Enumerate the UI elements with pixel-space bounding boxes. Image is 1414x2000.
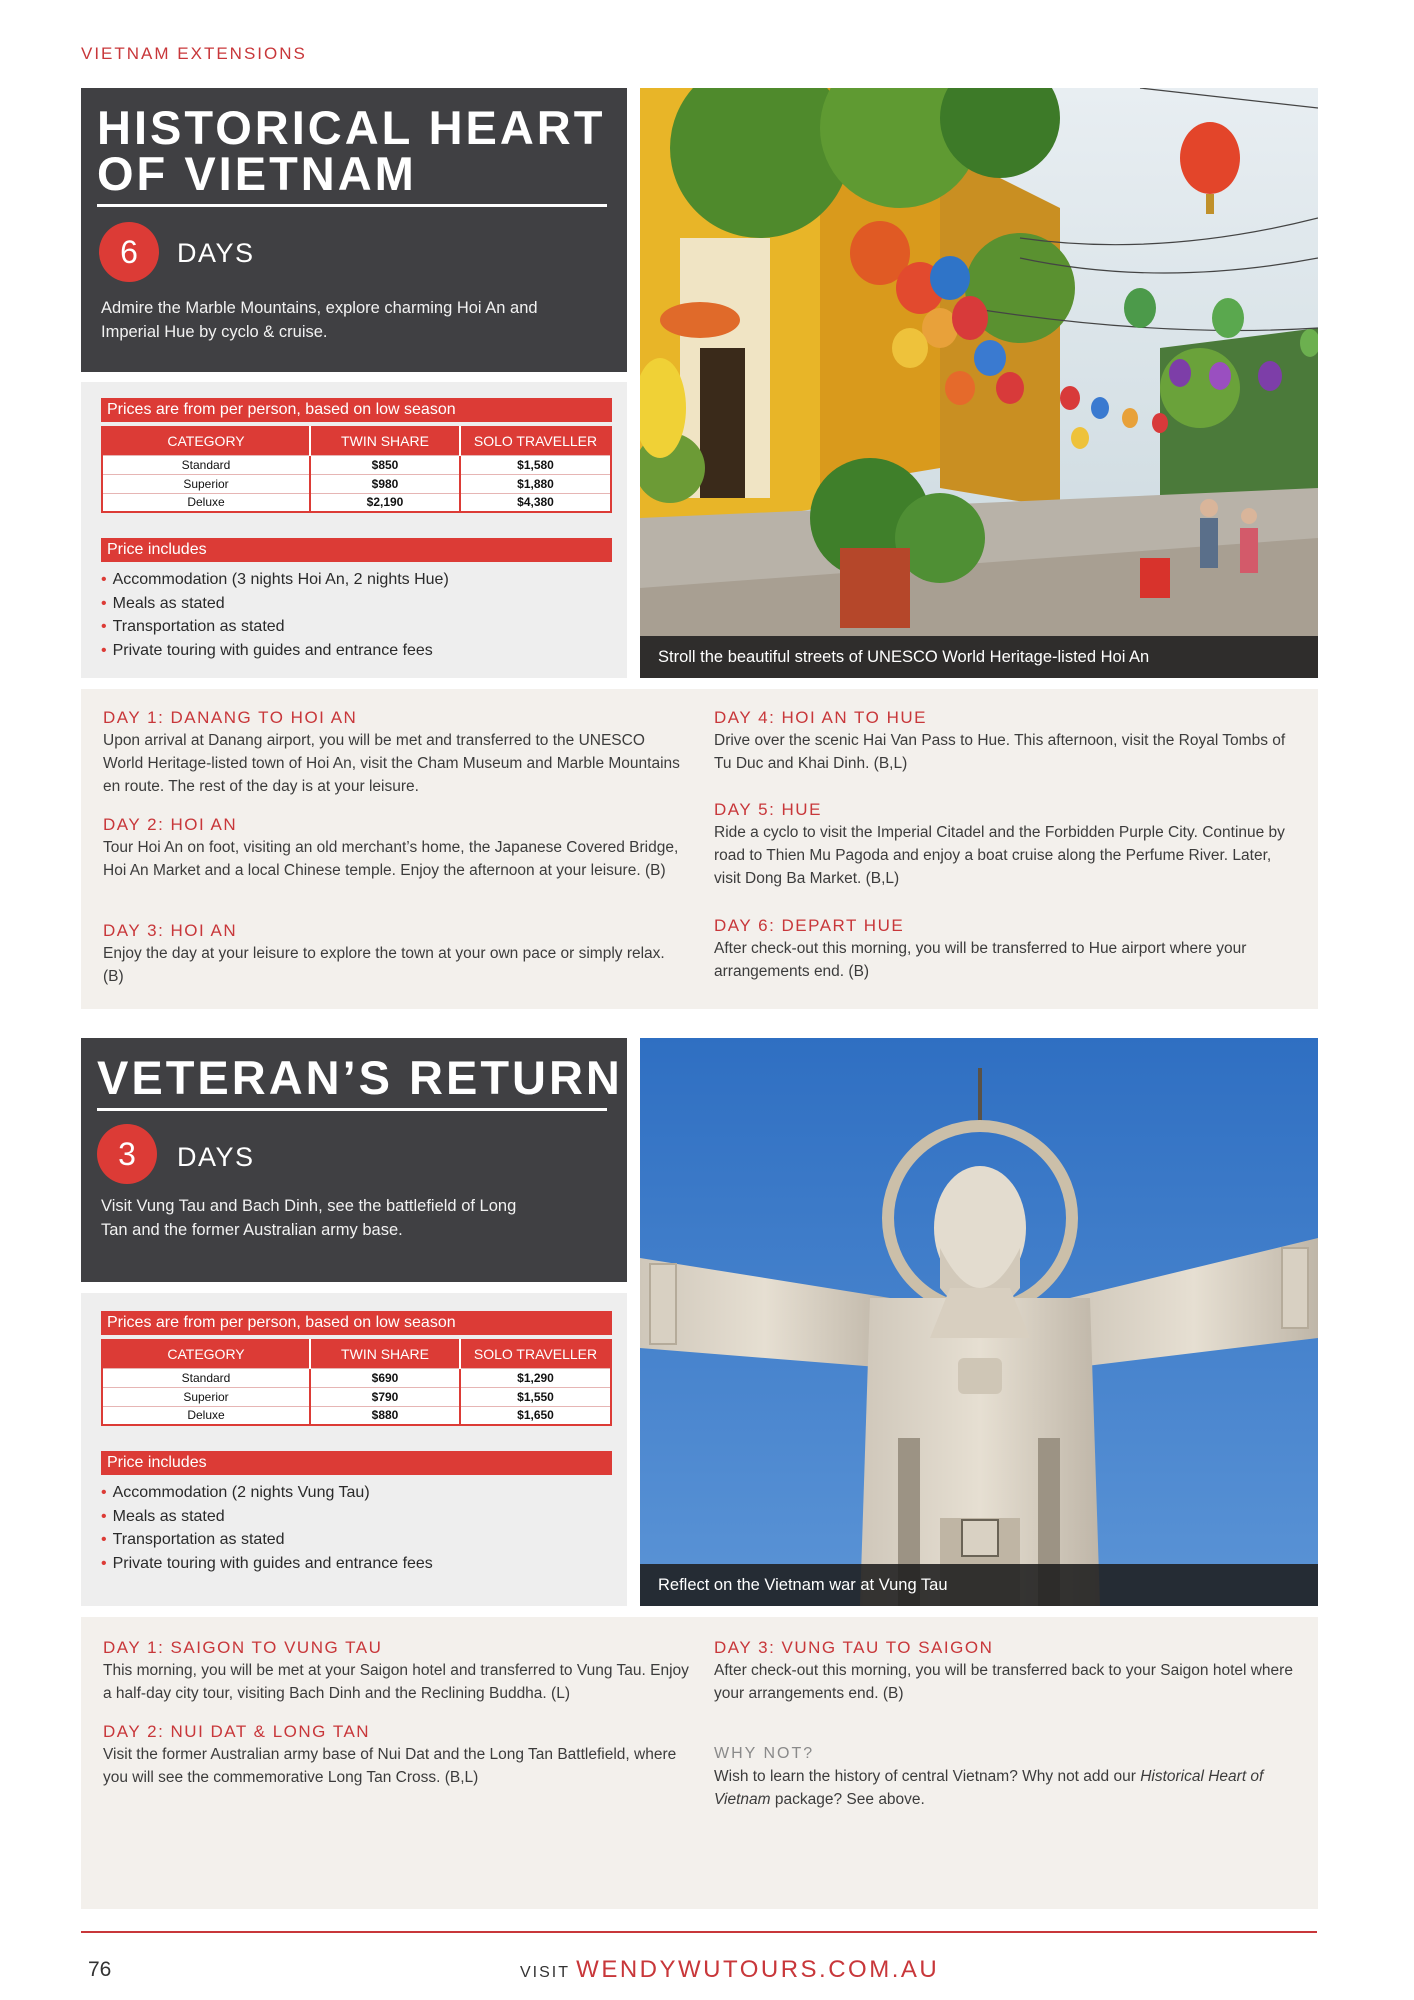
- tour2-itinerary: [81, 1617, 1318, 1909]
- why-not-package-link: Historical Heart of Vietnam: [714, 1768, 1264, 1808]
- visit-label: VISIT: [520, 1964, 570, 1981]
- day-text: Ride a cyclo to visit the Imperial Citadel and the Forbidden Purple City. Continue by road to Thien Mu Pagoda and enjoy a boat cruise along the Perfume River. Later, visit Dong Ba Market. (B,L): [714, 824, 1285, 887]
- day-title: DAY 6: DEPART HUE: [714, 916, 905, 935]
- tour1-itinerary: [81, 689, 1318, 1009]
- tour2-day-3: [714, 1637, 1294, 1705]
- row-category: Deluxe: [102, 1406, 310, 1425]
- row-solo-price: $1,550: [460, 1387, 611, 1406]
- day-title: DAY 1: SAIGON TO VUNG TAU: [103, 1638, 383, 1657]
- tour1-day-1: [103, 707, 683, 798]
- list-item: • Transportation as stated: [101, 615, 449, 639]
- why-not-title: WHY NOT?: [714, 1745, 815, 1762]
- list-item: • Meals as stated: [101, 1505, 433, 1529]
- tour1-days-label: DAYS: [177, 238, 255, 268]
- list-item: • Transportation as stated: [101, 1528, 433, 1552]
- row-twin-price: $980: [310, 474, 460, 493]
- row-category: Superior: [102, 1387, 310, 1406]
- website-link[interactable]: WENDYWUTOURS.COM.AU: [576, 1956, 940, 1983]
- row-category: Standard: [102, 455, 310, 474]
- day-text: Visit the former Australian army base of Nui Dat and the Long Tan Battlefield, where you will see the commemorative Long Tan Cross. (B,L): [103, 1746, 677, 1786]
- tour2-price-panel: [81, 1293, 627, 1606]
- day-title: DAY 2: NUI DAT & LONG TAN: [103, 1722, 371, 1741]
- tour1-day-2: [103, 814, 683, 882]
- tour1-day-3: [103, 920, 683, 988]
- tour2-title: VETERAN’S RETURN: [97, 1051, 623, 1104]
- tour2-day-1: [103, 1637, 693, 1705]
- hoi-an-street-photo: [640, 88, 1318, 678]
- footer-rule: [81, 1931, 1317, 1933]
- day-title: DAY 1: DANANG TO HOI AN: [103, 708, 358, 727]
- footer-visit: [520, 1956, 939, 1984]
- list-item: • Accommodation (3 nights Hoi An, 2 nights Hue): [101, 568, 449, 592]
- list-item: • Private touring with guides and entrance fees: [101, 1552, 433, 1576]
- day-text: Upon arrival at Danang airport, you will be met and transferred to the UNESCO World Heritage-listed town of Hoi An, visit the Cham Museum and Marble Mountains en route. The rest of the day is at your leisure.: [103, 732, 680, 795]
- table-row: [102, 1368, 611, 1387]
- tour2-prices-heading: Prices are from per person, based on low season: [101, 1311, 612, 1335]
- table-row: [102, 493, 611, 512]
- tour1-includes-list: [101, 568, 449, 662]
- tour2-summary: Visit Vung Tau and Bach Dinh, see the battlefield of Long Tan and the former Australian army base.: [101, 1197, 517, 1239]
- tour1-days-number: 6: [99, 222, 159, 282]
- tour1-title-line2: OF VIETNAM: [97, 147, 417, 200]
- tour1-day-4: [714, 707, 1294, 775]
- list-item: • Accommodation (2 nights Vung Tau): [101, 1481, 433, 1505]
- tour1-summary: Admire the Marble Mountains, explore charming Hoi An and Imperial Hue by cyclo & cruise.: [101, 299, 538, 341]
- tour1-title-line1: HISTORICAL HEART: [97, 101, 606, 154]
- table-header-solo: SOLO TRAVELLER: [460, 427, 611, 455]
- page-number: 76: [88, 1958, 112, 1981]
- row-twin-price: $2,190: [310, 493, 460, 512]
- day-text: After check-out this morning, you will be transferred to Hue airport where your arrangements end. (B): [714, 940, 1247, 980]
- day-title: DAY 2: HOI AN: [103, 815, 238, 834]
- row-solo-price: $1,880: [460, 474, 611, 493]
- row-solo-price: $1,650: [460, 1406, 611, 1425]
- table-header-twin: TWIN SHARE: [310, 1340, 460, 1368]
- hoi-an-lanterns-illustration: [640, 88, 1318, 678]
- list-item: • Meals as stated: [101, 592, 449, 616]
- day-text: After check-out this morning, you will be transferred back to your Saigon hotel where your arrangements end. (B): [714, 1662, 1293, 1702]
- tour2-days-number: 3: [97, 1124, 157, 1184]
- tour1-day-5: [714, 799, 1294, 890]
- row-twin-price: $690: [310, 1368, 460, 1387]
- why-not-text-before: Wish to learn the history of central Vietnam? Why not add our: [714, 1768, 1141, 1785]
- tour2-photo-caption: Reflect on the Vietnam war at Vung Tau: [640, 1564, 1318, 1606]
- section-tag: VIETNAM EXTENSIONS: [81, 44, 307, 63]
- tour1-includes-heading: Price includes: [101, 538, 612, 562]
- tour1-price-panel: [81, 382, 627, 678]
- vung-tau-statue-photo: [640, 1038, 1318, 1606]
- table-header-solo: SOLO TRAVELLER: [460, 1340, 611, 1368]
- table-row: [102, 455, 611, 474]
- table-row: [102, 474, 611, 493]
- tour1-prices-heading: Prices are from per person, based on low season: [101, 398, 612, 422]
- row-twin-price: $880: [310, 1406, 460, 1425]
- row-category: Superior: [102, 474, 310, 493]
- why-not-text: [714, 1765, 1294, 1811]
- tour1-photo-caption: Stroll the beautiful streets of UNESCO World Heritage-listed Hoi An: [640, 636, 1318, 678]
- table-row: [102, 1406, 611, 1425]
- table-header-twin: TWIN SHARE: [310, 427, 460, 455]
- tour2-title-rule: [97, 1108, 607, 1111]
- table-header-category: CATEGORY: [102, 427, 310, 455]
- tour1-title-rule: [97, 204, 607, 207]
- tour2-days-label: DAYS: [177, 1142, 255, 1172]
- row-twin-price: $790: [310, 1387, 460, 1406]
- day-text: Tour Hoi An on foot, visiting an old merchant’s home, the Japanese Covered Bridge, Hoi An Market and a local Chinese temple. Enjoy the afternoon at your leisure. (B): [103, 839, 679, 879]
- tour2-includes-heading: Price includes: [101, 1451, 612, 1475]
- row-solo-price: $1,580: [460, 455, 611, 474]
- day-title: DAY 3: VUNG TAU TO SAIGON: [714, 1638, 994, 1657]
- tour2-day-2: [103, 1721, 693, 1789]
- row-twin-price: $850: [310, 455, 460, 474]
- row-solo-price: $1,290: [460, 1368, 611, 1387]
- tour1-price-table: [101, 426, 612, 513]
- tour1-day-6: [714, 915, 1294, 983]
- table-header-category: CATEGORY: [102, 1340, 310, 1368]
- day-text: Enjoy the day at your leisure to explore the town at your own pace or simply relax. (B): [103, 945, 665, 985]
- day-title: DAY 4: HOI AN TO HUE: [714, 708, 927, 727]
- row-category: Standard: [102, 1368, 310, 1387]
- day-title: DAY 5: HUE: [714, 800, 822, 819]
- tour2-header-box: [81, 1038, 627, 1282]
- tour1-header-box: [81, 88, 627, 372]
- day-text: This morning, you will be met at your Saigon hotel and transferred to Vung Tau. Enjoy a half-day city tour, visiting Bach Dinh and the Reclining Buddha. (L): [103, 1662, 689, 1702]
- why-not-text-after: package? See above.: [770, 1791, 925, 1808]
- why-not-box: [714, 1743, 1294, 1811]
- tour2-includes-list: [101, 1481, 433, 1575]
- row-solo-price: $4,380: [460, 493, 611, 512]
- list-item: • Private touring with guides and entrance fees: [101, 639, 449, 663]
- table-row: [102, 1387, 611, 1406]
- tour2-price-table: [101, 1339, 612, 1426]
- row-category: Deluxe: [102, 493, 310, 512]
- christ-statue-illustration: [640, 1038, 1318, 1606]
- day-text: Drive over the scenic Hai Van Pass to Hue. This afternoon, visit the Royal Tombs of Tu Duc and Khai Dinh. (B,L): [714, 732, 1286, 772]
- day-title: DAY 3: HOI AN: [103, 921, 238, 940]
